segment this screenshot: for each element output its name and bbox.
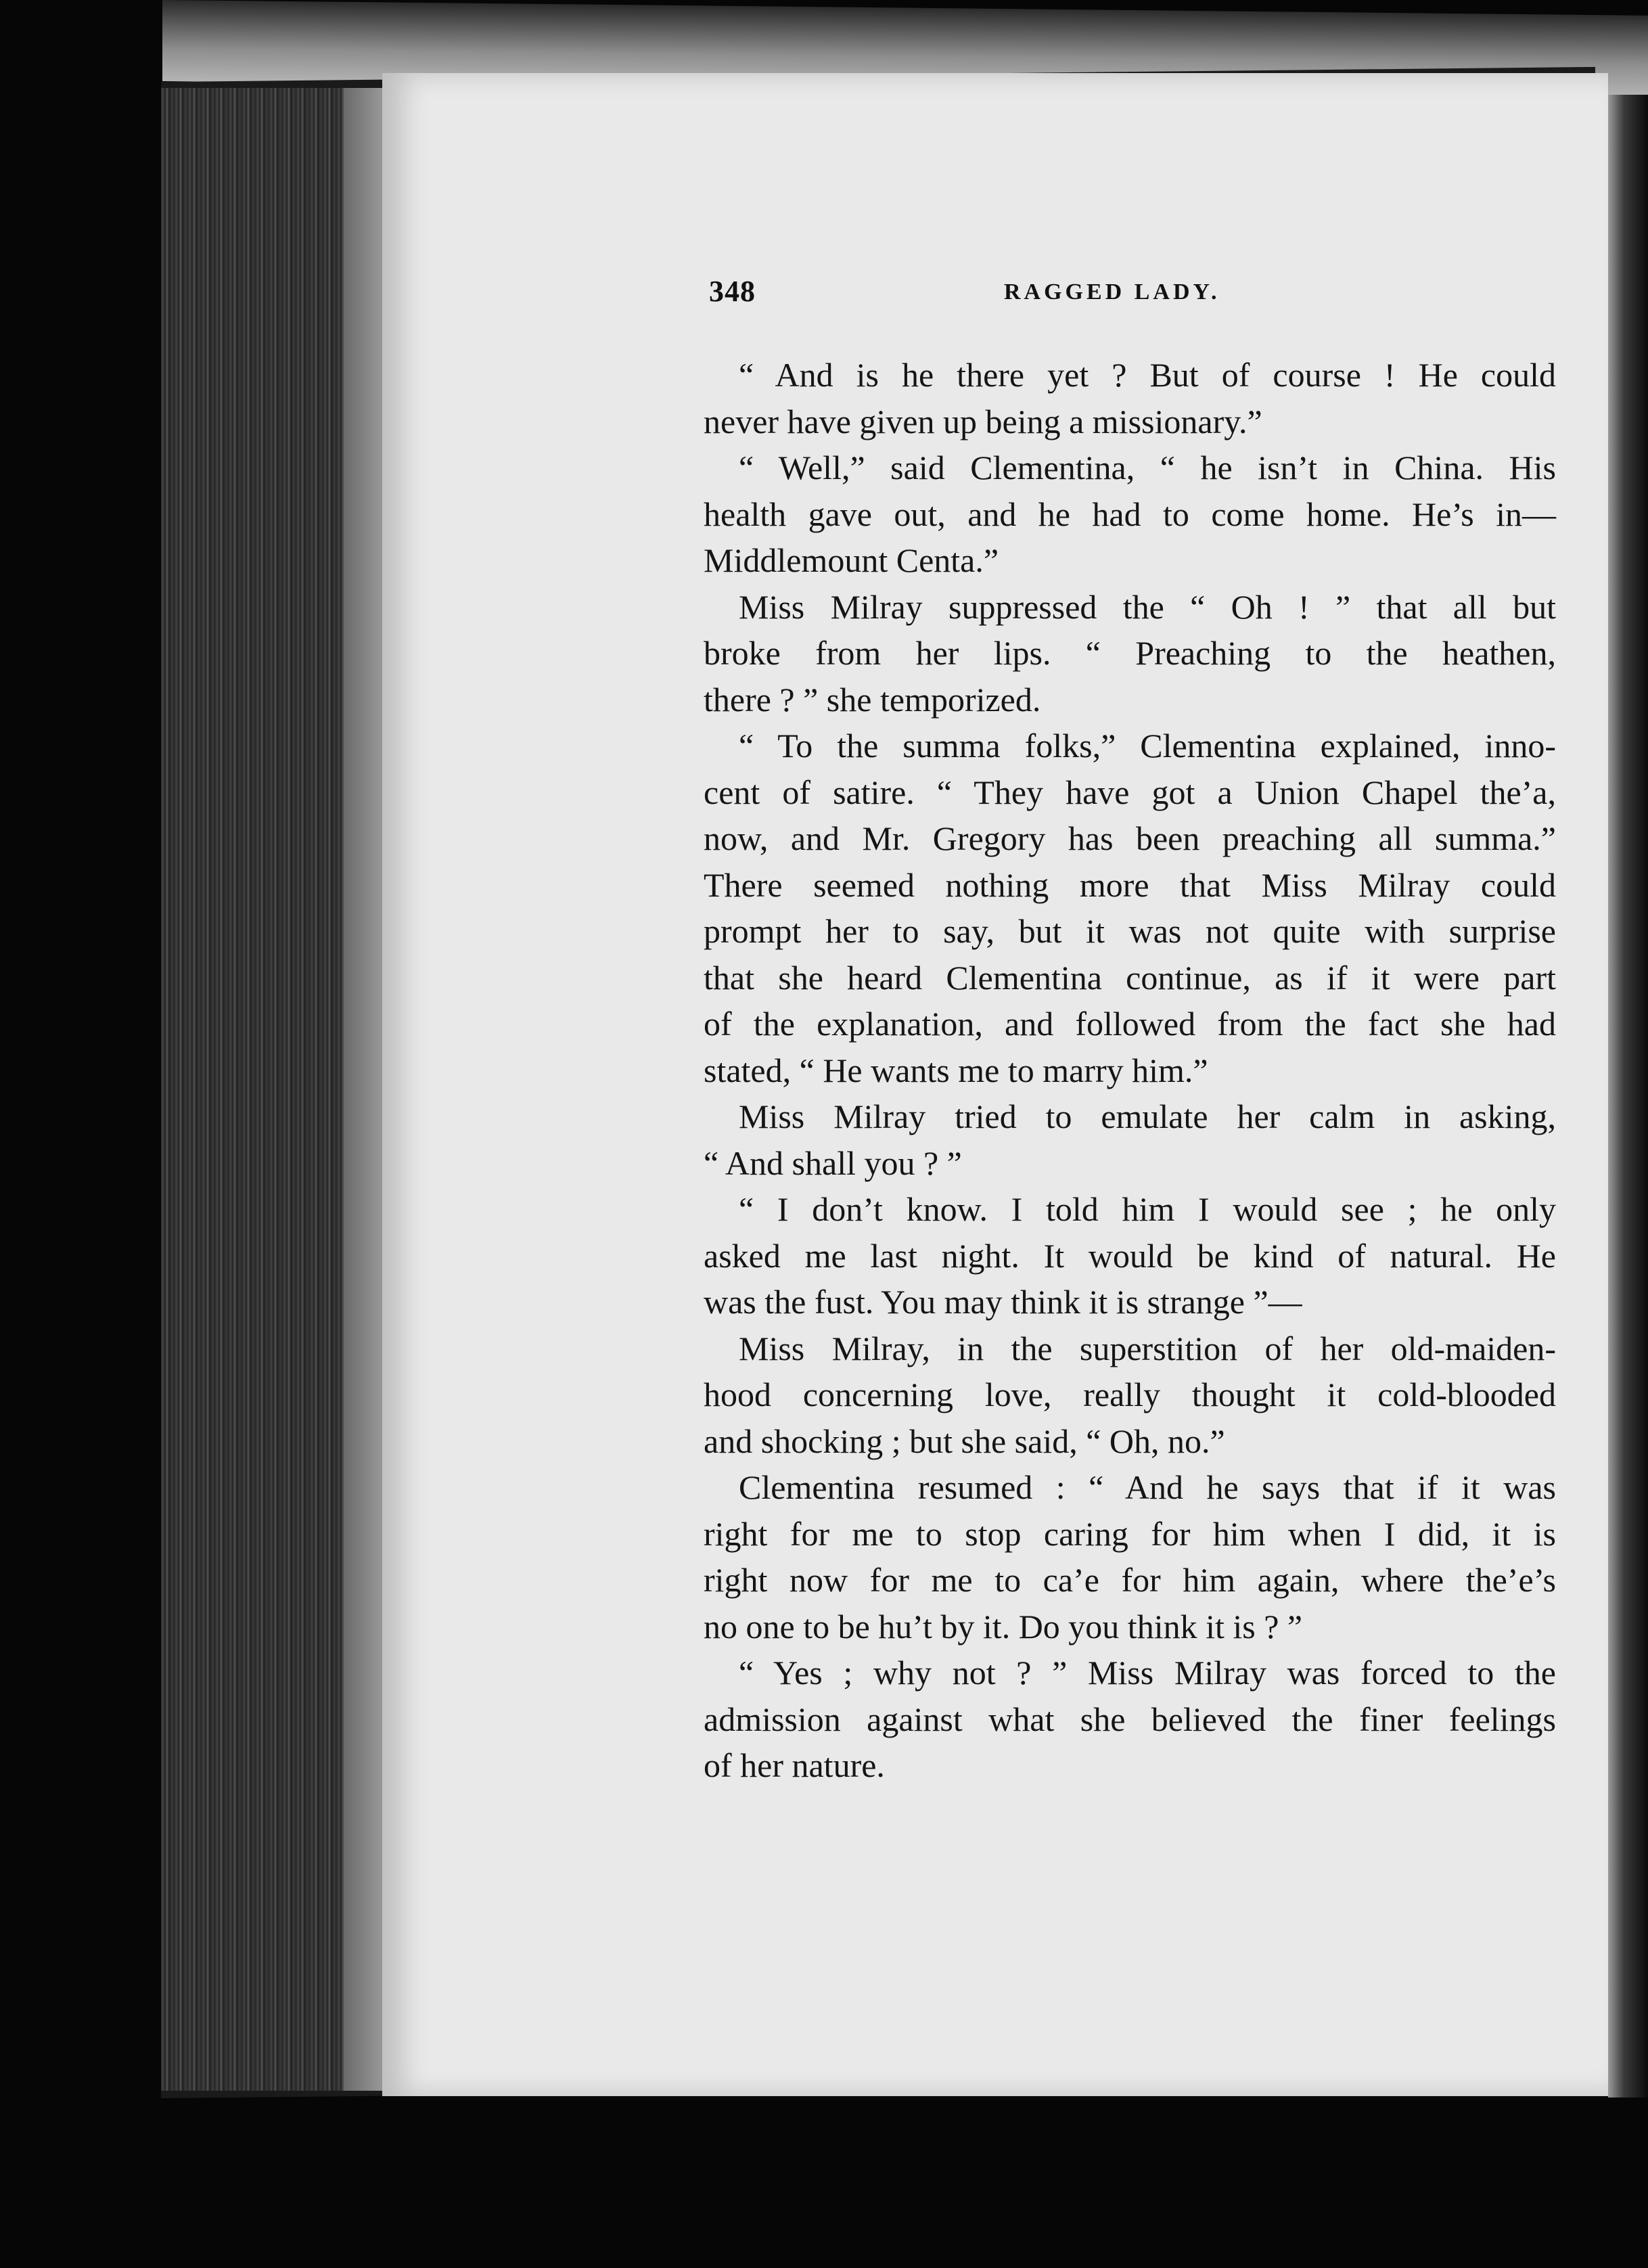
page-number: 348 [709, 275, 756, 308]
text-line: now, and Mr. Gregory has been preaching all summa.” [704, 819, 1556, 857]
text-line: “ Yes ; why not ? ” Miss Milray was forced to the [739, 1654, 1556, 1692]
text-line: admission against what she believed the finer feelings [704, 1700, 1556, 1738]
text-line: that she heard Clementina continue, as if it were part [704, 958, 1556, 997]
text-line: right for me to stop caring for him when I did, it is [704, 1514, 1556, 1553]
text-line: Miss Milray, in the superstition of her old-maiden- [739, 1329, 1556, 1367]
text-line: of the explanation, and followed from the fact she had [704, 1005, 1556, 1043]
text-line: “ Well,” said Clementina, “ he isn’t in China. His [739, 449, 1556, 486]
text-line: hood concerning love, really thought it cold-blooded [704, 1376, 1556, 1413]
text-line: stated, “ He wants me to marry him.” [704, 1051, 1208, 1089]
text-line: no one to be hu’t by it. Do you think it is ? ” [704, 1607, 1303, 1646]
text-line: asked me last night. It would be kind of natural. He [704, 1236, 1556, 1275]
text-line: cent of satire. “ They have got a Union Chapel the’a, [704, 773, 1556, 811]
text-line: Miss Milray tried to emulate her calm in asking, [739, 1097, 1556, 1135]
body-text [704, 352, 1556, 1789]
text-line: was the fust. You may think it is strange ”— [704, 1283, 1302, 1321]
text-line: Clementina resumed : “ And he says that if it was [739, 1468, 1556, 1506]
text-line: and shocking ; but she said, “ Oh, no.” [704, 1422, 1225, 1460]
text-line: health gave out, and he had to come home. He’s in— [704, 495, 1556, 533]
running-head [709, 274, 1250, 315]
text-line: “ To the summa folks,” Clementina explained, inno- [739, 727, 1556, 765]
page-edges [161, 88, 384, 2091]
text-line: there ? ” she temporized. [704, 680, 1041, 719]
text-line: “ And shall you ? ” [704, 1143, 962, 1182]
page-right-edge [1608, 95, 1648, 2097]
text-line: of her nature. [704, 1746, 885, 1784]
text-line: “ And is he there yet ? But of course ! He could [739, 356, 1556, 394]
text-line: never have given up being a missionary.” [704, 402, 1262, 440]
running-title: RAGGED LADY. [1004, 279, 1220, 304]
text-line: prompt her to say, but it was not quite with surprise [704, 912, 1556, 950]
text-line: Middlemount Centa.” [704, 541, 999, 579]
text-line: Miss Milray suppressed the “ Oh ! ” that all but [739, 587, 1556, 626]
text-line: “ I don’t know. I told him I would see ; he only [739, 1190, 1556, 1228]
text-line: right now for me to ca’e for him again, where the’e’s [704, 1561, 1556, 1599]
text-line: broke from her lips. “ Preaching to the heathen, [704, 634, 1556, 672]
text-line: There seemed nothing more that Miss Milray could [704, 865, 1556, 904]
